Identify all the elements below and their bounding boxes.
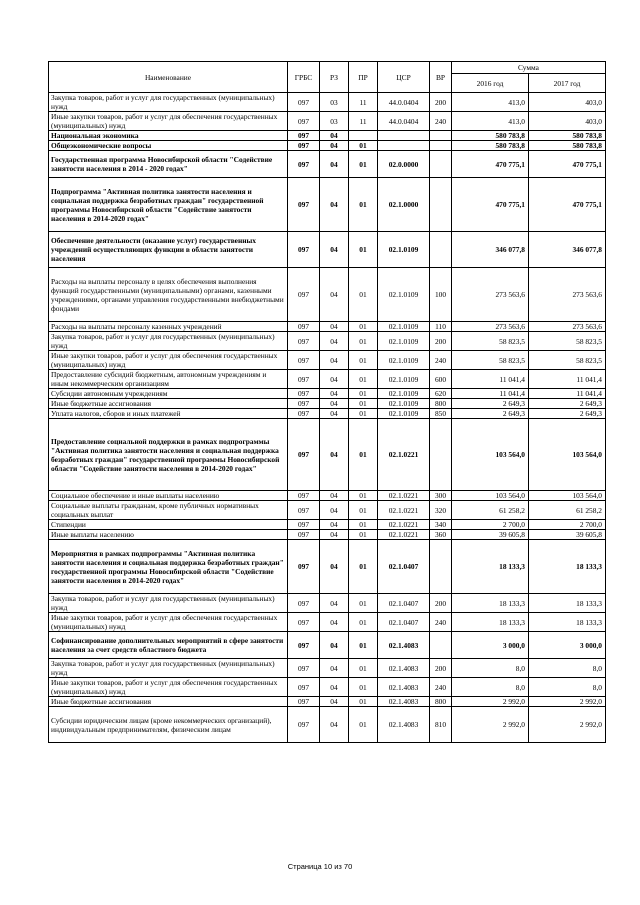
row-pr: 01 — [349, 332, 378, 351]
row-pr: 01 — [349, 409, 378, 419]
row-grbs: 097 — [288, 530, 320, 540]
budget-table — [48, 61, 606, 743]
row-grbs: 097 — [288, 613, 320, 632]
row-sum-2017: 39 605,8 — [529, 530, 606, 540]
row-vr: 620 — [430, 389, 452, 399]
row-pr: 01 — [349, 491, 378, 501]
row-rz: 04 — [320, 232, 349, 268]
row-rz: 04 — [320, 678, 349, 697]
row-vr: 240 — [430, 351, 452, 370]
row-csr: 02.1.4083 — [378, 678, 430, 697]
row-name: Закупка товаров, работ и услуг для государственных (муниципальных) нужд — [49, 594, 288, 613]
row-sum-2017: 2 700,0 — [529, 520, 606, 530]
row-pr: 01 — [349, 370, 378, 389]
row-rz: 04 — [320, 707, 349, 743]
row-grbs: 097 — [288, 501, 320, 520]
row-name: Социальные выплаты гражданам, кроме публичных нормативных социальных выплат — [49, 501, 288, 520]
row-grbs: 097 — [288, 409, 320, 419]
row-pr — [349, 131, 378, 141]
row-rz: 04 — [320, 594, 349, 613]
row-pr: 11 — [349, 112, 378, 131]
row-rz: 04 — [320, 659, 349, 678]
row-rz: 04 — [320, 530, 349, 540]
row-sum-2017: 11 041,4 — [529, 389, 606, 399]
row-grbs: 097 — [288, 399, 320, 409]
row-vr: 320 — [430, 501, 452, 520]
row-name: Иные закупки товаров, работ и услуг для обеспечения государственных (муниципальных) нужд — [49, 351, 288, 370]
row-name: Закупка товаров, работ и услуг для государственных (муниципальных) нужд — [49, 659, 288, 678]
table-row — [49, 112, 606, 131]
row-sum-2016: 18 133,3 — [452, 613, 529, 632]
row-rz: 04 — [320, 268, 349, 322]
row-sum-2016: 273 563,6 — [452, 268, 529, 322]
row-sum-2017: 61 258,2 — [529, 501, 606, 520]
row-sum-2016: 470 775,1 — [452, 178, 529, 232]
row-vr: 800 — [430, 399, 452, 409]
row-sum-2016: 18 133,3 — [452, 594, 529, 613]
row-grbs: 097 — [288, 141, 320, 151]
row-sum-2017: 403,0 — [529, 93, 606, 112]
row-sum-2016: 580 783,8 — [452, 141, 529, 151]
table-row — [49, 632, 606, 659]
row-sum-2017: 2 649,3 — [529, 399, 606, 409]
row-sum-2016: 470 775,1 — [452, 151, 529, 178]
table-row — [49, 399, 606, 409]
row-rz: 03 — [320, 93, 349, 112]
row-name: Обеспечение деятельности (оказание услуг) государственных учреждений осуществляющих функции в области занятости населения — [49, 232, 288, 268]
row-csr: 02.1.0109 — [378, 268, 430, 322]
row-vr — [430, 141, 452, 151]
table-row — [49, 659, 606, 678]
row-grbs: 097 — [288, 332, 320, 351]
row-csr: 02.1.0109 — [378, 232, 430, 268]
row-sum-2017: 273 563,6 — [529, 322, 606, 332]
row-vr: 810 — [430, 707, 452, 743]
row-name: Субсидии юридическим лицам (кроме некоммерческих организаций), индивидуальным предпринимателям, физическим лицам — [49, 707, 288, 743]
row-name: Предоставление социальной поддержки в рамках подпрограммы "Активная политика занятости населения и социальная поддержка безработных граждан" государственной программы Новосибирской области "Содействие занятости населения в 2014-2020 годах" — [49, 419, 288, 491]
row-name: Государственная программа Новосибирской области "Содействие занятости населения в 2014 - 2020 годах" — [49, 151, 288, 178]
row-pr: 11 — [349, 93, 378, 112]
row-grbs: 097 — [288, 151, 320, 178]
header-grbs: ГРБС — [288, 62, 320, 93]
row-grbs: 097 — [288, 389, 320, 399]
row-vr — [430, 419, 452, 491]
row-sum-2017: 11 041,4 — [529, 370, 606, 389]
row-rz: 04 — [320, 632, 349, 659]
row-sum-2016: 11 041,4 — [452, 389, 529, 399]
row-vr: 110 — [430, 322, 452, 332]
row-sum-2017: 470 775,1 — [529, 178, 606, 232]
row-vr: 100 — [430, 268, 452, 322]
row-grbs: 097 — [288, 697, 320, 707]
row-rz: 04 — [320, 151, 349, 178]
row-csr: 02.1.4083 — [378, 632, 430, 659]
row-grbs: 097 — [288, 370, 320, 389]
row-sum-2016: 2 649,3 — [452, 399, 529, 409]
table-row — [49, 540, 606, 594]
row-name: Иные закупки товаров, работ и услуг для обеспечения государственных (муниципальных) нужд — [49, 678, 288, 697]
header-csr: ЦСР — [378, 62, 430, 93]
row-csr: 02.1.0109 — [378, 409, 430, 419]
row-name: Субсидии автономным учреждениям — [49, 389, 288, 399]
row-sum-2017: 58 823,5 — [529, 332, 606, 351]
row-csr: 02.0.0000 — [378, 151, 430, 178]
table-row — [49, 268, 606, 322]
row-rz: 03 — [320, 112, 349, 131]
row-vr: 850 — [430, 409, 452, 419]
row-rz: 04 — [320, 540, 349, 594]
table-row — [49, 520, 606, 530]
row-name: Общеэкономические вопросы — [49, 141, 288, 151]
row-vr — [430, 632, 452, 659]
row-grbs: 097 — [288, 632, 320, 659]
row-name: Иные бюджетные ассигнования — [49, 697, 288, 707]
row-grbs: 097 — [288, 520, 320, 530]
row-csr: 02.1.0000 — [378, 178, 430, 232]
row-pr: 01 — [349, 520, 378, 530]
row-vr — [430, 151, 452, 178]
table-row — [49, 151, 606, 178]
row-sum-2016: 2 649,3 — [452, 409, 529, 419]
row-csr: 02.1.4083 — [378, 707, 430, 743]
row-csr — [378, 131, 430, 141]
row-vr: 240 — [430, 613, 452, 632]
row-grbs: 097 — [288, 268, 320, 322]
row-name: Иные закупки товаров, работ и услуг для обеспечения государственных (муниципальных) нужд — [49, 112, 288, 131]
row-name: Предоставление субсидий бюджетным, автономным учреждениям и иным некоммерческим организациям — [49, 370, 288, 389]
row-sum-2016: 8,0 — [452, 678, 529, 697]
row-pr: 01 — [349, 268, 378, 322]
row-vr: 600 — [430, 370, 452, 389]
header-2017: 2017 год — [529, 74, 606, 93]
row-rz: 04 — [320, 409, 349, 419]
row-sum-2016: 273 563,6 — [452, 322, 529, 332]
row-sum-2016: 2 992,0 — [452, 697, 529, 707]
row-rz: 04 — [320, 399, 349, 409]
row-name: Расходы на выплаты персоналу казенных учреждений — [49, 322, 288, 332]
row-pr: 01 — [349, 419, 378, 491]
row-name: Мероприятия в рамках подпрограммы "Активная политика занятости населения и социальная поддержка безработных граждан" государственной программы Новосибирской области "Содействие занятости населения в 2014-2020 годах" — [49, 540, 288, 594]
row-rz: 04 — [320, 501, 349, 520]
row-sum-2016: 413,0 — [452, 93, 529, 112]
row-sum-2016: 39 605,8 — [452, 530, 529, 540]
row-grbs: 097 — [288, 678, 320, 697]
row-grbs: 097 — [288, 178, 320, 232]
row-rz: 04 — [320, 419, 349, 491]
row-pr: 01 — [349, 141, 378, 151]
row-sum-2017: 18 133,3 — [529, 594, 606, 613]
header-vr: ВР — [430, 62, 452, 93]
row-name: Иные выплаты населению — [49, 530, 288, 540]
row-csr: 02.1.0407 — [378, 613, 430, 632]
table-row — [49, 141, 606, 151]
row-sum-2017: 273 563,6 — [529, 268, 606, 322]
table-row — [49, 131, 606, 141]
table-row — [49, 351, 606, 370]
row-name: Софинансирование дополнительных мероприятий в сфере занятости населения за счет средств областного бюджета — [49, 632, 288, 659]
row-rz: 04 — [320, 351, 349, 370]
row-vr: 200 — [430, 93, 452, 112]
row-sum-2017: 580 783,8 — [529, 131, 606, 141]
page-number: Страница 10 из 70 — [287, 862, 353, 871]
row-csr: 02.1.0407 — [378, 540, 430, 594]
row-csr: 02.1.0109 — [378, 332, 430, 351]
row-rz: 04 — [320, 178, 349, 232]
row-sum-2016: 8,0 — [452, 659, 529, 678]
row-pr: 01 — [349, 530, 378, 540]
row-sum-2017: 103 564,0 — [529, 491, 606, 501]
row-grbs: 097 — [288, 112, 320, 131]
row-rz: 04 — [320, 131, 349, 141]
row-csr: 02.1.0221 — [378, 491, 430, 501]
row-csr: 02.1.0109 — [378, 322, 430, 332]
row-sum-2017: 103 564,0 — [529, 419, 606, 491]
row-rz: 04 — [320, 389, 349, 399]
table-row — [49, 594, 606, 613]
row-sum-2016: 413,0 — [452, 112, 529, 131]
row-csr: 02.1.0109 — [378, 370, 430, 389]
row-sum-2016: 103 564,0 — [452, 419, 529, 491]
row-csr: 02.1.0109 — [378, 399, 430, 409]
row-sum-2017: 2 992,0 — [529, 707, 606, 743]
row-sum-2016: 3 000,0 — [452, 632, 529, 659]
header-name: Наименование — [49, 62, 288, 93]
row-vr: 240 — [430, 678, 452, 697]
row-grbs: 097 — [288, 232, 320, 268]
table-row — [49, 678, 606, 697]
table-row — [49, 322, 606, 332]
row-vr — [430, 131, 452, 141]
row-rz: 04 — [320, 370, 349, 389]
table-row — [49, 613, 606, 632]
row-pr: 01 — [349, 232, 378, 268]
row-csr: 02.1.0221 — [378, 501, 430, 520]
row-sum-2016: 58 823,5 — [452, 351, 529, 370]
row-pr: 01 — [349, 399, 378, 409]
header-rz: РЗ — [320, 62, 349, 93]
row-sum-2017: 3 000,0 — [529, 632, 606, 659]
row-grbs: 097 — [288, 540, 320, 594]
row-rz: 04 — [320, 520, 349, 530]
row-pr: 01 — [349, 501, 378, 520]
header-2016: 2016 год — [452, 74, 529, 93]
row-sum-2017: 580 783,8 — [529, 141, 606, 151]
table-row — [49, 409, 606, 419]
row-sum-2016: 11 041,4 — [452, 370, 529, 389]
row-csr: 02.1.0109 — [378, 351, 430, 370]
table-row — [49, 501, 606, 520]
row-name: Национальная экономика — [49, 131, 288, 141]
row-sum-2016: 103 564,0 — [452, 491, 529, 501]
table-row — [49, 491, 606, 501]
table-row — [49, 419, 606, 491]
row-vr — [430, 540, 452, 594]
row-sum-2017: 8,0 — [529, 678, 606, 697]
row-rz: 04 — [320, 141, 349, 151]
table-row — [49, 93, 606, 112]
row-pr: 01 — [349, 351, 378, 370]
row-pr: 01 — [349, 613, 378, 632]
row-name: Подпрограмма "Активная политика занятости населения и социальная поддержка безработных граждан" государственной программы Новосибирской области "Содействие занятости населения в 2014-2020 годах" — [49, 178, 288, 232]
row-sum-2017: 18 133,3 — [529, 540, 606, 594]
row-name: Уплата налогов, сборов и иных платежей — [49, 409, 288, 419]
row-csr: 02.1.4083 — [378, 697, 430, 707]
row-name: Закупка товаров, работ и услуг для государственных (муниципальных) нужд — [49, 332, 288, 351]
row-pr: 01 — [349, 678, 378, 697]
header-pr: ПР — [349, 62, 378, 93]
row-csr — [378, 141, 430, 151]
row-sum-2017: 2 992,0 — [529, 697, 606, 707]
row-vr: 200 — [430, 332, 452, 351]
row-sum-2017: 2 649,3 — [529, 409, 606, 419]
row-pr: 01 — [349, 594, 378, 613]
row-grbs: 097 — [288, 351, 320, 370]
row-csr: 02.1.0221 — [378, 419, 430, 491]
row-grbs: 097 — [288, 322, 320, 332]
row-rz: 04 — [320, 332, 349, 351]
row-grbs: 097 — [288, 594, 320, 613]
row-vr: 360 — [430, 530, 452, 540]
row-name: Иные бюджетные ассигнования — [49, 399, 288, 409]
row-sum-2016: 580 783,8 — [452, 131, 529, 141]
row-rz: 04 — [320, 322, 349, 332]
row-vr: 300 — [430, 491, 452, 501]
row-vr: 200 — [430, 659, 452, 678]
table-row — [49, 389, 606, 399]
row-sum-2017: 403,0 — [529, 112, 606, 131]
row-vr: 200 — [430, 594, 452, 613]
row-pr: 01 — [349, 322, 378, 332]
row-name: Иные закупки товаров, работ и услуг для обеспечения государственных (муниципальных) нужд — [49, 613, 288, 632]
row-rz: 04 — [320, 613, 349, 632]
row-vr: 340 — [430, 520, 452, 530]
row-sum-2016: 2 700,0 — [452, 520, 529, 530]
row-grbs: 097 — [288, 659, 320, 678]
row-pr: 01 — [349, 659, 378, 678]
row-pr: 01 — [349, 707, 378, 743]
row-name: Закупка товаров, работ и услуг для государственных (муниципальных) нужд — [49, 93, 288, 112]
row-pr: 01 — [349, 178, 378, 232]
row-rz: 04 — [320, 491, 349, 501]
row-rz: 04 — [320, 697, 349, 707]
table-row — [49, 232, 606, 268]
row-name: Расходы на выплаты персоналу в целях обеспечения выполнения функций государственными (муниципальными) органами, казенными учреждениями, органами управления государственными внебюджетными фондами — [49, 268, 288, 322]
row-sum-2016: 2 992,0 — [452, 707, 529, 743]
row-vr — [430, 232, 452, 268]
row-sum-2017: 470 775,1 — [529, 151, 606, 178]
table-row — [49, 332, 606, 351]
row-csr: 44.0.0404 — [378, 112, 430, 131]
row-sum-2017: 58 823,5 — [529, 351, 606, 370]
row-sum-2016: 346 077,8 — [452, 232, 529, 268]
row-csr: 44.0.0404 — [378, 93, 430, 112]
row-name: Стипендии — [49, 520, 288, 530]
row-vr: 800 — [430, 697, 452, 707]
header-sum: Сумма — [452, 62, 606, 74]
row-pr: 01 — [349, 632, 378, 659]
row-sum-2016: 58 823,5 — [452, 332, 529, 351]
row-csr: 02.1.0221 — [378, 530, 430, 540]
row-csr: 02.1.0407 — [378, 594, 430, 613]
row-grbs: 097 — [288, 707, 320, 743]
row-pr: 01 — [349, 540, 378, 594]
row-grbs: 097 — [288, 131, 320, 141]
row-grbs: 097 — [288, 491, 320, 501]
row-pr: 01 — [349, 151, 378, 178]
row-sum-2017: 18 133,3 — [529, 613, 606, 632]
row-grbs: 097 — [288, 93, 320, 112]
row-sum-2017: 8,0 — [529, 659, 606, 678]
row-csr: 02.1.4083 — [378, 659, 430, 678]
row-grbs: 097 — [288, 419, 320, 491]
row-csr: 02.1.0221 — [378, 520, 430, 530]
table-row — [49, 530, 606, 540]
row-vr — [430, 178, 452, 232]
row-vr: 240 — [430, 112, 452, 131]
table-row — [49, 707, 606, 743]
row-sum-2016: 18 133,3 — [452, 540, 529, 594]
row-pr: 01 — [349, 389, 378, 399]
row-csr: 02.1.0109 — [378, 389, 430, 399]
row-sum-2017: 346 077,8 — [529, 232, 606, 268]
row-name: Социальное обеспечение и иные выплаты населению — [49, 491, 288, 501]
table-row — [49, 178, 606, 232]
table-row — [49, 370, 606, 389]
row-sum-2016: 61 258,2 — [452, 501, 529, 520]
row-pr: 01 — [349, 697, 378, 707]
table-row — [49, 697, 606, 707]
